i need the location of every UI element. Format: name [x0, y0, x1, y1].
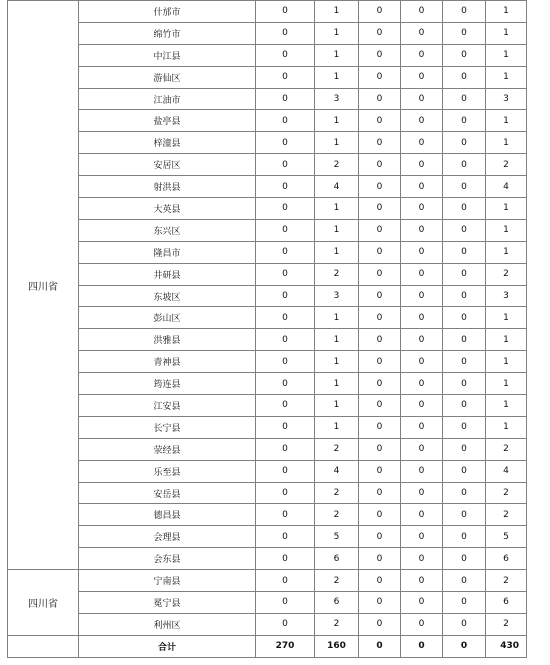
- col1-cell: 0: [256, 241, 315, 263]
- col1-cell: 0: [256, 373, 315, 395]
- col2-cell: 1: [315, 241, 359, 263]
- table-row: [8, 526, 527, 548]
- col3-cell: 0: [359, 570, 401, 592]
- col5-cell: 0: [443, 570, 486, 592]
- col2-cell: 1: [315, 44, 359, 66]
- col1-cell: 0: [256, 263, 315, 285]
- table-row: [8, 592, 527, 614]
- col5-cell: 0: [443, 504, 486, 526]
- col5-cell: 0: [443, 395, 486, 417]
- col4-cell: 0: [401, 438, 443, 460]
- col2-cell: 2: [315, 570, 359, 592]
- province-cell: 四川省: [8, 570, 79, 636]
- col2-cell: 2: [315, 482, 359, 504]
- col4-cell: 0: [401, 263, 443, 285]
- totals-col2: 160: [315, 635, 359, 657]
- col3-cell: 0: [359, 44, 401, 66]
- table-row: [8, 154, 527, 176]
- col5-cell: 0: [443, 198, 486, 220]
- totals-label: 合计: [79, 635, 256, 657]
- col1-cell: 0: [256, 460, 315, 482]
- total-cell: 1: [486, 198, 527, 220]
- county-cell: 德昌县: [79, 504, 256, 526]
- table-row: [8, 395, 527, 417]
- col1-cell: 0: [256, 154, 315, 176]
- county-cell: 梓潼县: [79, 132, 256, 154]
- col2-cell: 1: [315, 132, 359, 154]
- col1-cell: 0: [256, 613, 315, 635]
- total-cell: 2: [486, 613, 527, 635]
- total-cell: 4: [486, 460, 527, 482]
- col5-cell: 0: [443, 592, 486, 614]
- totals-col5: 0: [443, 635, 486, 657]
- col2-cell: 1: [315, 329, 359, 351]
- county-cell: 什邡市: [79, 1, 256, 23]
- total-cell: 1: [486, 351, 527, 373]
- total-cell: 3: [486, 88, 527, 110]
- total-cell: 2: [486, 438, 527, 460]
- col2-cell: 6: [315, 548, 359, 570]
- county-cell: 冕宁县: [79, 592, 256, 614]
- col4-cell: 0: [401, 176, 443, 198]
- col3-cell: 0: [359, 22, 401, 44]
- table-row: [8, 373, 527, 395]
- col5-cell: 0: [443, 110, 486, 132]
- col3-cell: 0: [359, 548, 401, 570]
- col2-cell: 1: [315, 66, 359, 88]
- table-row: [8, 241, 527, 263]
- county-cell: 青神县: [79, 351, 256, 373]
- total-cell: 6: [486, 592, 527, 614]
- totals-total: 430: [486, 635, 527, 657]
- col4-cell: 0: [401, 307, 443, 329]
- col4-cell: 0: [401, 22, 443, 44]
- col2-cell: 1: [315, 373, 359, 395]
- col2-cell: 3: [315, 88, 359, 110]
- col5-cell: 0: [443, 438, 486, 460]
- table-row: [8, 285, 527, 307]
- col2-cell: 2: [315, 154, 359, 176]
- col2-cell: 1: [315, 198, 359, 220]
- col3-cell: 0: [359, 88, 401, 110]
- table-row: [8, 570, 527, 592]
- col5-cell: 0: [443, 613, 486, 635]
- col5-cell: 0: [443, 373, 486, 395]
- total-cell: 2: [486, 504, 527, 526]
- table-row: [8, 548, 527, 570]
- total-cell: 1: [486, 329, 527, 351]
- table-body: [8, 1, 527, 658]
- col1-cell: 0: [256, 482, 315, 504]
- col5-cell: 0: [443, 44, 486, 66]
- total-cell: 1: [486, 66, 527, 88]
- table-row: [8, 132, 527, 154]
- col4-cell: 0: [401, 329, 443, 351]
- col3-cell: 0: [359, 526, 401, 548]
- total-cell: 1: [486, 110, 527, 132]
- col2-cell: 2: [315, 504, 359, 526]
- col4-cell: 0: [401, 285, 443, 307]
- total-cell: 1: [486, 1, 527, 23]
- col3-cell: 0: [359, 110, 401, 132]
- table-row: [8, 219, 527, 241]
- col2-cell: 5: [315, 526, 359, 548]
- table-row: [8, 351, 527, 373]
- col4-cell: 0: [401, 570, 443, 592]
- table-row: [8, 110, 527, 132]
- col5-cell: 0: [443, 154, 486, 176]
- county-cell: 筠连县: [79, 373, 256, 395]
- col5-cell: 0: [443, 263, 486, 285]
- col1-cell: 0: [256, 395, 315, 417]
- county-cell: 绵竹市: [79, 22, 256, 44]
- col2-cell: 1: [315, 1, 359, 23]
- col4-cell: 0: [401, 154, 443, 176]
- col1-cell: 0: [256, 351, 315, 373]
- col5-cell: 0: [443, 307, 486, 329]
- col1-cell: 0: [256, 1, 315, 23]
- table-row: [8, 613, 527, 635]
- total-cell: 1: [486, 307, 527, 329]
- county-cell: 大英县: [79, 198, 256, 220]
- county-cell: 井研县: [79, 263, 256, 285]
- col2-cell: 2: [315, 263, 359, 285]
- col4-cell: 0: [401, 44, 443, 66]
- county-cell: 彭山区: [79, 307, 256, 329]
- data-table: [7, 0, 527, 658]
- col3-cell: 0: [359, 66, 401, 88]
- col4-cell: 0: [401, 504, 443, 526]
- county-cell: 江安县: [79, 395, 256, 417]
- col3-cell: 0: [359, 613, 401, 635]
- county-cell: 安岳县: [79, 482, 256, 504]
- total-cell: 1: [486, 219, 527, 241]
- table-row: [8, 263, 527, 285]
- col4-cell: 0: [401, 373, 443, 395]
- county-cell: 隆昌市: [79, 241, 256, 263]
- col5-cell: 0: [443, 132, 486, 154]
- total-cell: 4: [486, 176, 527, 198]
- col2-cell: 1: [315, 395, 359, 417]
- totals-row: [8, 635, 527, 657]
- col5-cell: 0: [443, 22, 486, 44]
- county-cell: 乐至县: [79, 460, 256, 482]
- col3-cell: 0: [359, 460, 401, 482]
- col3-cell: 0: [359, 395, 401, 417]
- county-cell: 会理县: [79, 526, 256, 548]
- col3-cell: 0: [359, 241, 401, 263]
- table-row: [8, 1, 527, 23]
- col1-cell: 0: [256, 285, 315, 307]
- col2-cell: 1: [315, 219, 359, 241]
- col1-cell: 0: [256, 307, 315, 329]
- col5-cell: 0: [443, 482, 486, 504]
- total-cell: 1: [486, 395, 527, 417]
- col3-cell: 0: [359, 438, 401, 460]
- col5-cell: 0: [443, 526, 486, 548]
- total-cell: 2: [486, 154, 527, 176]
- table-row: [8, 438, 527, 460]
- col4-cell: 0: [401, 613, 443, 635]
- county-cell: 安居区: [79, 154, 256, 176]
- col5-cell: 0: [443, 1, 486, 23]
- totals-col3: 0: [359, 635, 401, 657]
- col3-cell: 0: [359, 373, 401, 395]
- table-row: [8, 176, 527, 198]
- col1-cell: 0: [256, 416, 315, 438]
- table-row: [8, 66, 527, 88]
- col5-cell: 0: [443, 416, 486, 438]
- totals-col1: 270: [256, 635, 315, 657]
- col3-cell: 0: [359, 285, 401, 307]
- table-row: [8, 88, 527, 110]
- col4-cell: 0: [401, 395, 443, 417]
- col5-cell: 0: [443, 66, 486, 88]
- col5-cell: 0: [443, 176, 486, 198]
- col3-cell: 0: [359, 307, 401, 329]
- col4-cell: 0: [401, 548, 443, 570]
- col2-cell: 1: [315, 351, 359, 373]
- col5-cell: 0: [443, 285, 486, 307]
- table-row: [8, 329, 527, 351]
- col4-cell: 0: [401, 66, 443, 88]
- col3-cell: 0: [359, 154, 401, 176]
- col2-cell: 1: [315, 22, 359, 44]
- col3-cell: 0: [359, 416, 401, 438]
- col1-cell: 0: [256, 110, 315, 132]
- col5-cell: 0: [443, 219, 486, 241]
- col3-cell: 0: [359, 176, 401, 198]
- col3-cell: 0: [359, 351, 401, 373]
- col2-cell: 1: [315, 307, 359, 329]
- total-cell: 1: [486, 416, 527, 438]
- col4-cell: 0: [401, 241, 443, 263]
- county-cell: 游仙区: [79, 66, 256, 88]
- table-row: [8, 416, 527, 438]
- table-row: [8, 44, 527, 66]
- col3-cell: 0: [359, 132, 401, 154]
- county-cell: 射洪县: [79, 176, 256, 198]
- col5-cell: 0: [443, 329, 486, 351]
- col3-cell: 0: [359, 329, 401, 351]
- col3-cell: 0: [359, 592, 401, 614]
- table-row: [8, 198, 527, 220]
- col1-cell: 0: [256, 88, 315, 110]
- col4-cell: 0: [401, 351, 443, 373]
- col4-cell: 0: [401, 132, 443, 154]
- county-cell: 荥经县: [79, 438, 256, 460]
- col1-cell: 0: [256, 329, 315, 351]
- col4-cell: 0: [401, 219, 443, 241]
- col1-cell: 0: [256, 504, 315, 526]
- col1-cell: 0: [256, 592, 315, 614]
- col3-cell: 0: [359, 482, 401, 504]
- total-cell: 1: [486, 22, 527, 44]
- county-cell: 长宁县: [79, 416, 256, 438]
- col5-cell: 0: [443, 548, 486, 570]
- county-cell: 东兴区: [79, 219, 256, 241]
- col1-cell: 0: [256, 176, 315, 198]
- col1-cell: 0: [256, 219, 315, 241]
- total-cell: 1: [486, 241, 527, 263]
- col4-cell: 0: [401, 592, 443, 614]
- col1-cell: 0: [256, 570, 315, 592]
- total-cell: 1: [486, 373, 527, 395]
- table-row: [8, 482, 527, 504]
- col3-cell: 0: [359, 219, 401, 241]
- table-row: [8, 504, 527, 526]
- table-row: [8, 22, 527, 44]
- col2-cell: 4: [315, 176, 359, 198]
- total-cell: 2: [486, 263, 527, 285]
- col2-cell: 4: [315, 460, 359, 482]
- col3-cell: 0: [359, 263, 401, 285]
- col4-cell: 0: [401, 416, 443, 438]
- col2-cell: 1: [315, 416, 359, 438]
- col5-cell: 0: [443, 241, 486, 263]
- col1-cell: 0: [256, 548, 315, 570]
- col2-cell: 3: [315, 285, 359, 307]
- col5-cell: 0: [443, 460, 486, 482]
- col4-cell: 0: [401, 88, 443, 110]
- total-cell: 2: [486, 482, 527, 504]
- col1-cell: 0: [256, 132, 315, 154]
- totals-col4: 0: [401, 635, 443, 657]
- province-cell: 四川省: [8, 1, 79, 570]
- col2-cell: 1: [315, 110, 359, 132]
- total-cell: 6: [486, 548, 527, 570]
- data-table-container: [7, 0, 526, 658]
- county-cell: 宁南县: [79, 570, 256, 592]
- col3-cell: 0: [359, 198, 401, 220]
- county-cell: 东坡区: [79, 285, 256, 307]
- total-cell: 1: [486, 44, 527, 66]
- col4-cell: 0: [401, 482, 443, 504]
- county-cell: 盐亭县: [79, 110, 256, 132]
- col1-cell: 0: [256, 438, 315, 460]
- total-cell: 3: [486, 285, 527, 307]
- county-cell: 洪雅县: [79, 329, 256, 351]
- col1-cell: 0: [256, 526, 315, 548]
- total-cell: 2: [486, 570, 527, 592]
- col1-cell: 0: [256, 44, 315, 66]
- col4-cell: 0: [401, 526, 443, 548]
- table-row: [8, 307, 527, 329]
- col1-cell: 0: [256, 66, 315, 88]
- col4-cell: 0: [401, 198, 443, 220]
- county-cell: 利州区: [79, 613, 256, 635]
- col2-cell: 2: [315, 613, 359, 635]
- col4-cell: 0: [401, 1, 443, 23]
- col3-cell: 0: [359, 1, 401, 23]
- col2-cell: 2: [315, 438, 359, 460]
- col1-cell: 0: [256, 198, 315, 220]
- total-cell: 1: [486, 132, 527, 154]
- county-cell: 会东县: [79, 548, 256, 570]
- col1-cell: 0: [256, 22, 315, 44]
- col5-cell: 0: [443, 351, 486, 373]
- county-cell: 江油市: [79, 88, 256, 110]
- col4-cell: 0: [401, 110, 443, 132]
- col2-cell: 6: [315, 592, 359, 614]
- col3-cell: 0: [359, 504, 401, 526]
- table-row: [8, 460, 527, 482]
- totals-blank-cell: [8, 635, 79, 657]
- total-cell: 5: [486, 526, 527, 548]
- county-cell: 中江县: [79, 44, 256, 66]
- col4-cell: 0: [401, 460, 443, 482]
- col5-cell: 0: [443, 88, 486, 110]
